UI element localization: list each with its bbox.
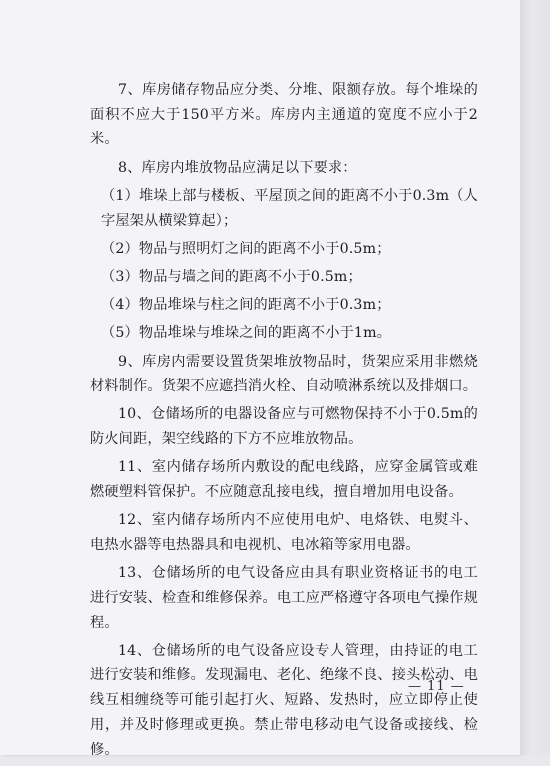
- document-body: [90, 78, 478, 766]
- list-item-4: （4）物品堆垛与柱之间的距离不小于0.3m；: [101, 297, 391, 314]
- paragraph-7: 7、库房储存物品应分类、分堆、限额存放。每个堆垛的面积不应大于150平方米。库房内主通道的宽度不应小于2米。: [90, 82, 478, 148]
- page-number: — 11 —: [408, 679, 465, 694]
- list-item-3: （3）物品与墙之间的距离不小于0.5m；: [101, 268, 362, 285]
- paragraph-13: 13、仓储场所的电气设备应由具有职业资格证书的电工进行安装、检查和维修保养。电工应严格遵守各项电气操作规程。: [90, 565, 478, 631]
- paragraph-10: 10、仓储场所的电器设备应与可燃物保持不小于0.5m的防火间距，架空线路的下方不应堆放物品。: [90, 406, 478, 448]
- scanner-edge: [520, 0, 550, 755]
- list-item-5: （5）物品堆垛与堆垛之间的距离不小于1m。: [101, 325, 392, 342]
- list-item-2: （2）物品与照明灯之间的距离不小于0.5m；: [101, 240, 391, 257]
- paragraph-8: 8、库房内堆放物品应满足以下要求：: [118, 159, 357, 176]
- paragraph-14: 14、仓储场所的电气设备应设专人管理，由持证的电工进行安装和维修。发现漏电、老化、绝缘不良、接头松动、电线互相缠绕等可能引起打火、短路、发热时，应立即停止使用，并及时修理或更换。禁止带电移动电气设备或接线、检修。: [90, 642, 478, 758]
- paragraph-12: 12、室内储存场所内不应使用电炉、电烙铁、电熨斗、电热水器等电热器具和电视机、电冰箱等家用电器。: [90, 512, 478, 553]
- paragraph-9: 9、库房内需要设置货架堆放物品时，货架应采用非燃烧材料制作。货架不应遮挡消火栓、自动喷淋系统以及排烟口。: [90, 353, 478, 395]
- paragraph-11: 11、室内储存场所内敷设的配电线路，应穿金属管或难燃硬塑料管保护。不应随意乱接电线，擅自增加用电设备。: [90, 459, 478, 501]
- list-item-1: （1）堆垛上部与楼板、平屋顶之间的距离不小于0.3m（人字屋架从横梁算起）；: [101, 187, 478, 229]
